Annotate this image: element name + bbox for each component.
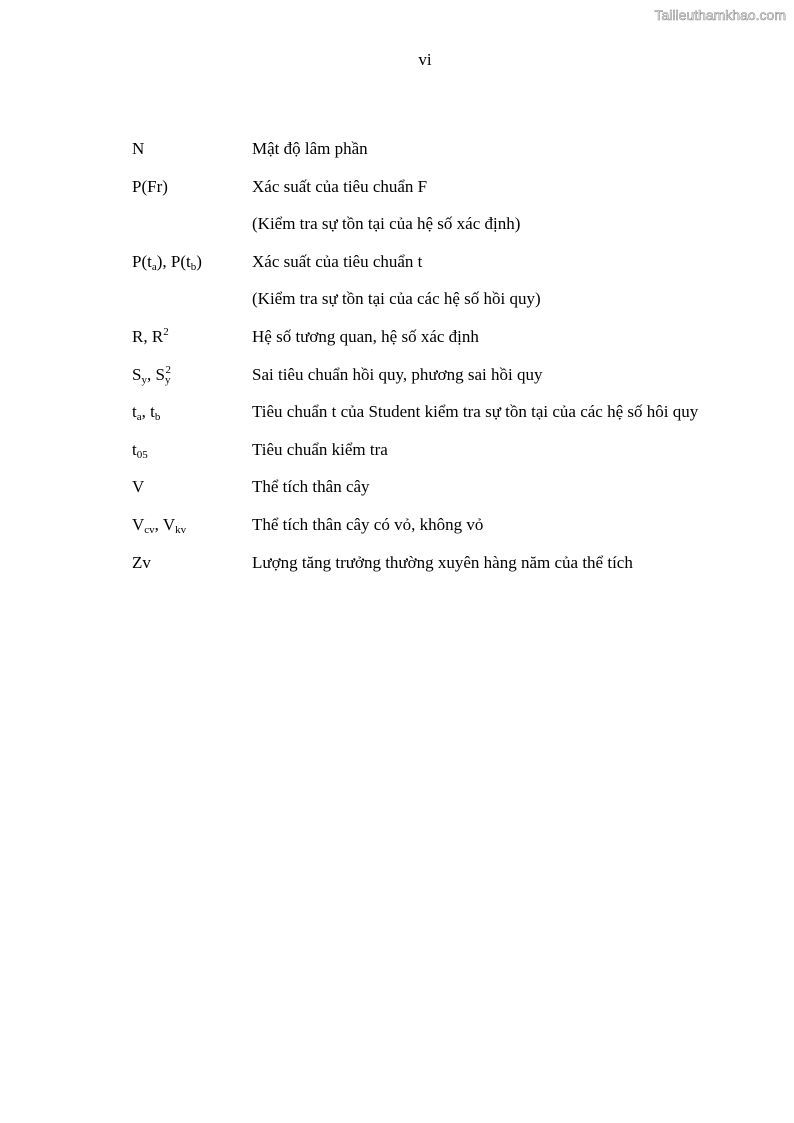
abbreviation-symbol: $P(t_a)$, $P(t_b)$ [132, 251, 202, 273]
abbreviation-description: Sai tiêu chuẩn hồi quy, phương sai hồi quy [252, 364, 543, 384]
abbreviation-symbol: P(Fr) [132, 176, 168, 196]
abbreviation-description: (Kiểm tra sự tồn tại của hệ số xác định) [252, 214, 521, 234]
abbreviation-description: Hệ số tương quan, hệ số xác định [252, 326, 479, 346]
abbreviation-row [132, 213, 782, 251]
abbreviation-symbol: $S_y$, $S_y^2$ [132, 363, 171, 386]
abbreviation-description: Xác suất của tiêu chuẩn F [252, 176, 428, 196]
abbreviation-row [132, 176, 782, 214]
abbreviation-row [132, 288, 782, 326]
abbreviation-row [132, 251, 782, 289]
abbreviation-symbol: Zv [132, 552, 151, 572]
abbreviation-description: Lượng tăng trưởng thường xuyên hàng năm của thể tích [252, 552, 633, 572]
abbreviation-description: Xác suất của tiêu chuẩn t [252, 251, 423, 271]
abbreviation-symbol: R, $R^2$ [132, 325, 169, 346]
abbreviation-list [132, 138, 782, 589]
abbreviation-symbol: $V_{cv}$, $V_{kv}$ [132, 514, 187, 536]
abbreviation-symbol: $t_a$, $t_b$ [132, 402, 161, 424]
abbreviation-description: Tiêu chuẩn t của Student kiểm tra sự tồn tại của các hệ số hôi quy [252, 402, 699, 422]
abbreviation-description: Tiêu chuẩn kiểm tra [252, 439, 388, 459]
abbreviation-row [132, 476, 782, 514]
watermark-text: Tailieuthamkhao.com [654, 7, 786, 23]
abbreviation-row [132, 138, 782, 176]
abbreviation-symbol: N [132, 139, 145, 158]
abbreviation-symbol: V [132, 477, 145, 497]
abbreviation-description: Thể tích thân cây có vỏ, không vỏ [252, 514, 484, 534]
abbreviation-description: Mật độ lâm phần [252, 139, 368, 158]
abbreviation-description: Thể tích thân cây [252, 477, 370, 497]
abbreviation-row [132, 552, 782, 590]
abbreviation-row [132, 514, 782, 552]
page-number: vi [418, 50, 432, 69]
abbreviation-row [132, 401, 782, 439]
abbreviation-description: (Kiểm tra sự tồn tại của các hệ số hồi quy) [252, 289, 541, 309]
abbreviation-row [132, 364, 782, 402]
abbreviation-symbol: $t_{05}$ [132, 439, 148, 461]
abbreviation-row [132, 326, 782, 364]
abbreviation-row [132, 439, 782, 477]
